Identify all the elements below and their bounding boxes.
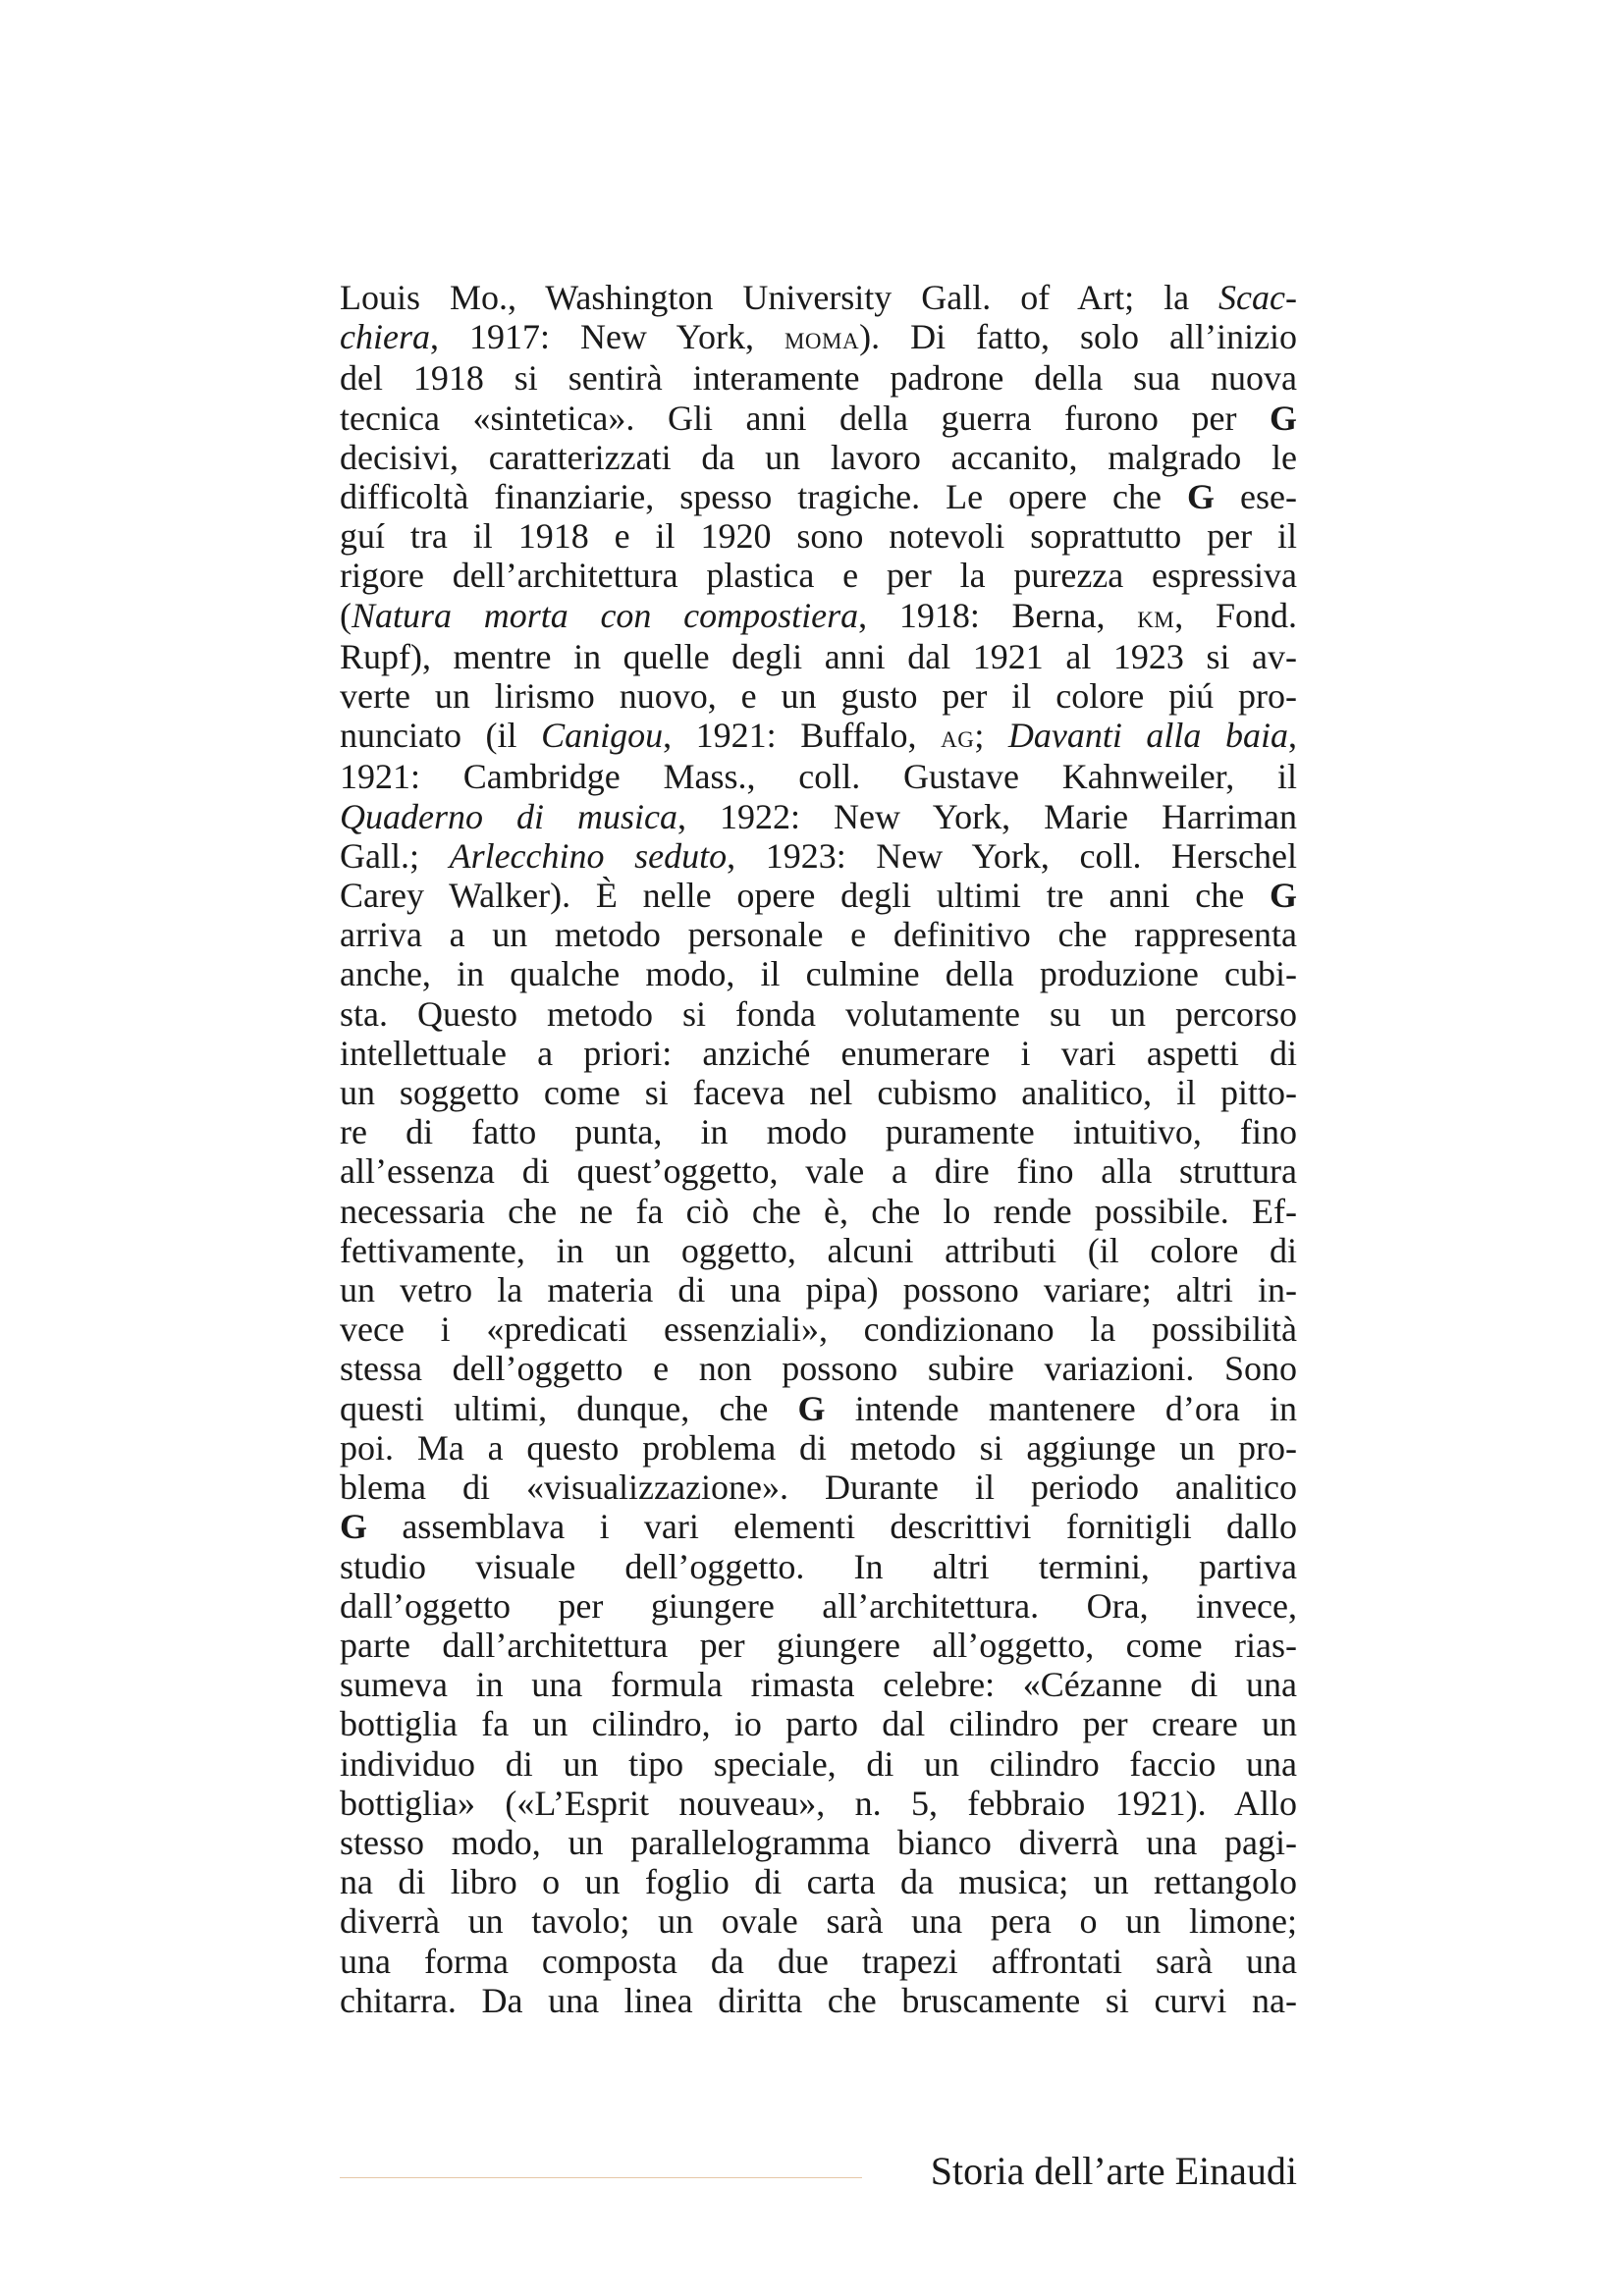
text-line — [340, 716, 1297, 757]
text-segment: moma — [784, 320, 860, 357]
text-segment: Carey Walker). È nelle opere degli ultimi tre anni che — [340, 876, 1270, 916]
text-segment: un soggetto come si faceva nel cubismo analitico, il pitto- — [340, 1073, 1297, 1113]
text-line — [340, 954, 1297, 993]
text-line — [340, 676, 1297, 716]
text-line — [340, 1981, 1297, 2020]
text-segment: ese- — [1215, 477, 1297, 517]
text-segment: ; — [974, 716, 1008, 756]
text-line — [340, 1823, 1297, 1862]
text-segment: ). Di fatto, solo all’inizio — [859, 317, 1297, 357]
text-line — [340, 994, 1297, 1034]
text-segment: difficoltà finanziarie, spesso tragiche. Le opere che — [340, 477, 1188, 517]
text-segment: Louis Mo., Washington University Gall. of Art; la — [340, 278, 1219, 317]
text-line — [340, 1704, 1297, 1743]
text-segment: G — [797, 1388, 826, 1428]
footer-rule — [340, 2177, 862, 2178]
text-segment: Canigou — [541, 716, 664, 756]
text-segment: Rupf), mentre in quelle degli anni dal 1921 al 1923 si av- — [340, 636, 1297, 676]
text-segment: necessaria che ne fa ciò che è, che lo rende possibile. Ef- — [340, 1191, 1297, 1231]
text-segment: Davanti alla baia — [1007, 716, 1288, 756]
text-segment: , 1917: New York, — [429, 317, 784, 357]
text-segment: G — [1269, 876, 1297, 916]
text-segment: guí tra il 1918 e il 1920 sono notevoli soprattutto per il — [340, 516, 1297, 557]
text-line — [340, 1192, 1297, 1231]
text-segment: 1921: Cambridge Mass., coll. Gustave Kahnweiler, il — [340, 757, 1297, 797]
text-line — [340, 1389, 1297, 1428]
text-line — [340, 1073, 1297, 1112]
text-segment: , Fond. — [1174, 595, 1297, 635]
text-segment: ag — [941, 719, 975, 756]
text-line — [340, 1112, 1297, 1151]
text-segment: chiera — [340, 317, 430, 357]
text-segment: km — [1137, 598, 1175, 635]
text-segment: parte dall’architettura per giungere all’oggetto, come rias- — [340, 1625, 1297, 1665]
text-line — [340, 358, 1297, 398]
text-segment: ( — [340, 595, 352, 635]
text-segment: sumeva in una formula rimasta celebre: «Cézanne di una — [340, 1665, 1297, 1705]
text-line — [340, 1468, 1297, 1507]
text-line — [340, 1309, 1297, 1349]
text-line — [340, 757, 1297, 796]
text-segment: chitarra. Da una linea diritta che bruscamente si curvi na- — [340, 1980, 1297, 2020]
footer-title: Storia dell’arte Einaudi — [930, 2149, 1297, 2193]
text-segment: tecnica «sintetica». Gli anni della guerra furono per — [340, 398, 1270, 438]
text-line — [340, 1862, 1297, 1901]
text-line — [340, 1151, 1297, 1191]
text-line — [340, 1665, 1297, 1704]
text-segment: intellettuale a priori: anziché enumerare i vari aspetti di — [340, 1033, 1297, 1073]
text-segment: individuo di un tipo speciale, di un cilindro faccio una — [340, 1743, 1297, 1784]
text-line — [340, 1901, 1297, 1941]
text-line — [340, 278, 1297, 317]
text-segment: intende mantenere d’ora in — [825, 1388, 1297, 1428]
text-segment: all’essenza di quest’oggetto, vale a dire fino alla struttura — [340, 1151, 1297, 1192]
text-line — [340, 1507, 1297, 1546]
text-segment: rigore dell’architettura plastica e per la purezza espressiva — [340, 556, 1297, 596]
text-segment: sta. Questo metodo si fonda volutamente su un percorso — [340, 993, 1297, 1034]
text-segment: stesso modo, un parallelogramma bianco diverrà una pagi- — [340, 1822, 1297, 1862]
text-segment: poi. Ma a questo problema di metodo si aggiunge un pro- — [340, 1427, 1297, 1468]
text-line — [340, 1784, 1297, 1823]
text-segment: Arlecchino seduto — [449, 835, 728, 876]
text-segment: vece i «predicati essenziali», condizionano la possibilità — [340, 1309, 1297, 1350]
text-line — [340, 399, 1297, 438]
text-segment: stessa dell’oggetto e non possono subire variazioni. Sono — [340, 1349, 1297, 1389]
text-line — [340, 438, 1297, 477]
body-text — [340, 278, 1297, 2020]
text-line — [340, 915, 1297, 954]
text-segment: G — [1269, 398, 1297, 438]
text-segment: re di fatto punta, in modo puramente intuitivo, fino — [340, 1112, 1297, 1152]
text-line — [340, 1547, 1297, 1586]
text-segment: , — [1288, 716, 1297, 756]
text-line — [340, 836, 1297, 876]
text-segment: Gall.; — [340, 835, 450, 876]
text-segment: Scac- — [1218, 278, 1297, 317]
text-segment: diverrà un tavolo; un ovale sarà una pera o un limone; — [340, 1901, 1297, 1942]
text-segment: assemblava i vari elementi descrittivi fornitigli dallo — [367, 1507, 1297, 1547]
text-line — [340, 516, 1297, 556]
text-line — [340, 556, 1297, 595]
text-segment: bottiglia» («L’Esprit nouveau», n. 5, febbraio 1921). Allo — [340, 1783, 1297, 1823]
text-segment: verte un lirismo nuovo, e un gusto per il colore piú pro- — [340, 676, 1297, 717]
text-line — [340, 1270, 1297, 1309]
text-segment: una forma composta da due trapezi affrontati sarà una — [340, 1941, 1297, 1981]
text-segment: Natura morta con compostiera — [352, 595, 859, 635]
text-segment: decisivi, caratterizzati da un lavoro accanito, malgrado le — [340, 437, 1297, 477]
text-segment: na di libro o un foglio di carta da musica; un rettangolo — [340, 1862, 1297, 1902]
text-segment: , 1922: New York, Marie Harriman — [677, 796, 1297, 836]
text-line — [340, 477, 1297, 516]
text-segment: blema di «visualizzazione». Durante il periodo analitico — [340, 1468, 1297, 1508]
text-line — [340, 1034, 1297, 1073]
text-segment: G — [1187, 477, 1216, 517]
text-segment: , 1921: Buffalo, — [663, 716, 942, 756]
text-segment: nunciato (il — [340, 716, 542, 756]
text-line — [340, 797, 1297, 836]
text-line — [340, 317, 1297, 358]
text-segment: G — [340, 1507, 368, 1547]
text-line — [340, 1626, 1297, 1665]
text-segment: , 1918: Berna, — [858, 595, 1138, 635]
text-segment: , 1923: New York, coll. Herschel — [727, 835, 1297, 876]
text-segment: anche, in qualche modo, il culmine della produzione cubi- — [340, 954, 1297, 994]
text-segment: arriva a un metodo personale e definitivo che rappresenta — [340, 915, 1297, 955]
text-segment: fettivamente, in un oggetto, alcuni attributi (il colore di — [340, 1230, 1297, 1270]
text-line — [340, 1942, 1297, 1981]
text-line — [340, 1744, 1297, 1784]
text-line — [340, 876, 1297, 915]
text-segment: del 1918 si sentirà interamente padrone della sua nuova — [340, 358, 1297, 399]
text-segment: dall’oggetto per giungere all’architettura. Ora, invece, — [340, 1585, 1297, 1626]
text-segment: studio visuale dell’oggetto. In altri termini, partiva — [340, 1546, 1297, 1586]
text-line — [340, 637, 1297, 676]
text-line — [340, 1428, 1297, 1468]
text-segment: Quaderno di musica — [340, 796, 678, 836]
text-line — [340, 1231, 1297, 1270]
text-segment: bottiglia fa un cilindro, io parto dal cilindro per creare un — [340, 1704, 1297, 1744]
text-line — [340, 1349, 1297, 1388]
text-segment: un vetro la materia di una pipa) possono variare; altri in- — [340, 1270, 1297, 1310]
text-line — [340, 1586, 1297, 1626]
text-segment: questi ultimi, dunque, che — [340, 1388, 798, 1428]
text-line — [340, 596, 1297, 637]
